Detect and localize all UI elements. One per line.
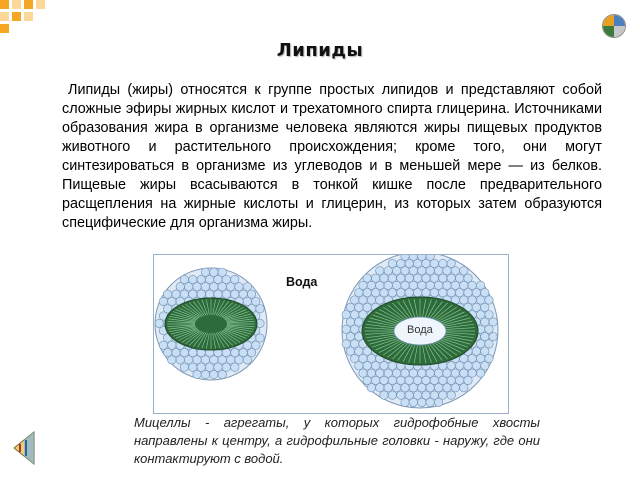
figure-caption: Мицеллы - агрегаты, у которых гидрофобные хвосты направлены к центру, а гидрофильные головки - наружу, где они контактируют с водой. — [134, 415, 540, 466]
slide-title: Липиды — [276, 40, 364, 61]
back-arrow-icon[interactable] — [12, 430, 36, 466]
water-label-inner: Вода — [407, 324, 433, 336]
body-paragraph: Липиды (жиры) относятся к группе простых липидов и представляют собой сложные эфиры жирных кислот и трехатомного спирта глицерина. Источниками образования жира в организме человека являются жиры пищевых продуктов животного и растительного происхождения; кроме того, они могут синтезироваться в организме из углеводов и в меньшей мере — из белков. Пищевые жиры всасываются в тонкой кишке после предварительного расщепления на жирные кислоты и глицерин, из которых затем образуются специфические для организма жиры. — [62, 82, 602, 231]
small-micelle — [155, 268, 267, 380]
corner-squares-icon — [0, 0, 60, 40]
micelle-figure — [153, 254, 509, 414]
round-logo-icon — [602, 14, 626, 38]
micelle-diagram — [154, 255, 508, 413]
water-label-outer: Вода — [286, 275, 318, 289]
